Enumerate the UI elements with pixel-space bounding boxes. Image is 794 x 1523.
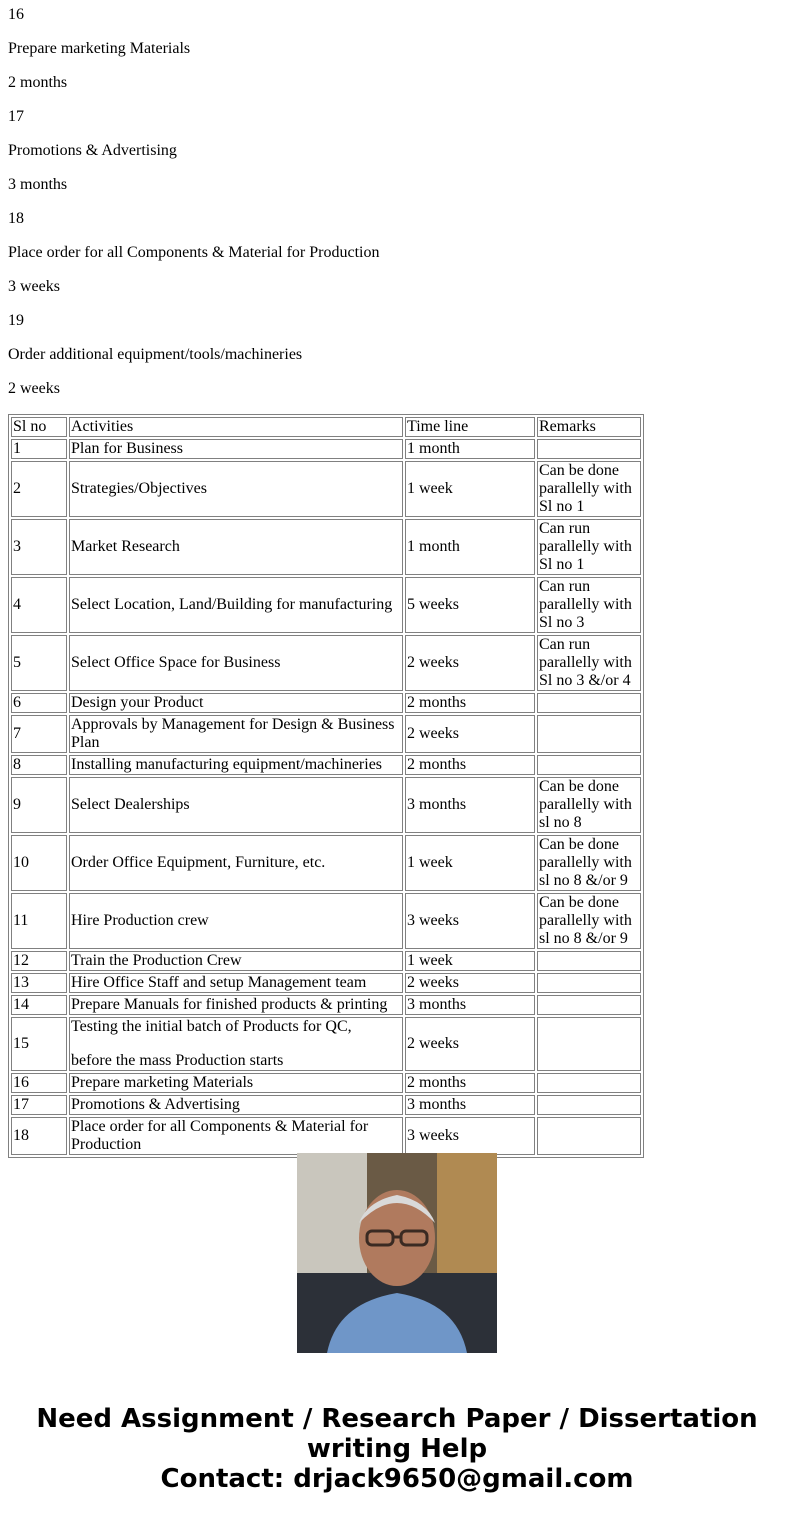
remarks-cell: Can run parallelly with Sl no 3 &/or 4: [537, 635, 641, 691]
activity-cell: Hire Production crew: [69, 893, 403, 949]
sl-no-cell: 6: [11, 693, 67, 713]
promo-text: Need Assignment / Research Paper / Dissertation writing Help: [36, 1404, 758, 1464]
time-line-cell: 1 week: [405, 951, 535, 971]
table-row: [11, 693, 641, 713]
remarks-cell: [537, 951, 641, 971]
remarks-cell: Can run parallelly with Sl no 3: [537, 577, 641, 633]
item-time: 2 months: [8, 74, 68, 91]
sl-no-cell: 2: [11, 461, 67, 517]
table-row: [11, 1095, 641, 1115]
sl-no-cell: 10: [11, 835, 67, 891]
item-activity: Prepare marketing Materials: [8, 40, 191, 57]
item-number: 16: [8, 6, 24, 23]
sl-no-cell: 12: [11, 951, 67, 971]
time-line-cell: 5 weeks: [405, 577, 535, 633]
activity-cell: Select Dealerships: [69, 777, 403, 833]
header-cell: Time line: [405, 417, 535, 437]
activity-line: Testing the initial batch of Products for QC,: [71, 1018, 352, 1035]
activity-cell: Market Research: [69, 519, 403, 575]
item-number: 18: [8, 210, 24, 227]
sl-no-cell: 17: [11, 1095, 67, 1115]
remarks-cell: [537, 693, 641, 713]
activity-cell: Select Location, Land/Building for manufacturing: [69, 577, 403, 633]
table-row: [11, 715, 641, 753]
table-row: [11, 893, 641, 949]
table-row: [11, 755, 641, 775]
table-header-row: [11, 417, 641, 437]
remarks-cell: [537, 973, 641, 993]
remarks-cell: [537, 755, 641, 775]
table-row: [11, 519, 641, 575]
table-row: [11, 973, 641, 993]
author-avatar: [297, 1153, 497, 1353]
activity-cell: Promotions & Advertising: [69, 1095, 403, 1115]
activity-cell: Installing manufacturing equipment/machineries: [69, 755, 403, 775]
remarks-cell: [537, 1117, 641, 1155]
table-row: [11, 835, 641, 891]
sl-no-cell: 1: [11, 439, 67, 459]
table-row: [11, 1017, 641, 1071]
time-line-cell: 2 months: [405, 693, 535, 713]
item-number: 17: [8, 108, 24, 125]
activity-cell: Approvals by Management for Design & Business Plan: [69, 715, 403, 753]
sl-no-cell: 14: [11, 995, 67, 1015]
table-row: [11, 995, 641, 1015]
item-activity: Place order for all Components & Material for Production: [8, 244, 380, 261]
item-activity: Order additional equipment/tools/machineries: [8, 346, 303, 363]
sl-no-cell: 7: [11, 715, 67, 753]
sl-no-cell: 3: [11, 519, 67, 575]
time-line-cell: 3 months: [405, 995, 535, 1015]
avatar-portrait: [297, 1153, 497, 1353]
activity-cell: Place order for all Components & Material for Production: [69, 1117, 403, 1155]
time-line-cell: 1 week: [405, 835, 535, 891]
activity-line: before the mass Production starts: [71, 1052, 284, 1069]
promo-footer: [0, 1404, 794, 1494]
table-row: [11, 1073, 641, 1093]
time-line-cell: 1 week: [405, 461, 535, 517]
item-time: 3 weeks: [8, 278, 60, 295]
remarks-cell: [537, 1073, 641, 1093]
contact-text: Contact: drjack9650@gmail.com: [160, 1464, 634, 1494]
time-line-cell: 2 weeks: [405, 1017, 535, 1071]
time-line-cell: 3 months: [405, 1095, 535, 1115]
sl-no-cell: 15: [11, 1017, 67, 1071]
activity-cell: Order Office Equipment, Furniture, etc.: [69, 835, 403, 891]
activity-cell: Plan for Business: [69, 439, 403, 459]
time-line-cell: 1 month: [405, 439, 535, 459]
sl-no-cell: 4: [11, 577, 67, 633]
remarks-cell: [537, 439, 641, 459]
item-number: 19: [8, 312, 24, 329]
activities-table: [8, 414, 644, 1158]
remarks-cell: [537, 1017, 641, 1071]
remarks-cell: Can be done parallelly with sl no 8: [537, 777, 641, 833]
time-line-cell: 2 weeks: [405, 635, 535, 691]
item-time: 3 months: [8, 176, 68, 193]
activity-cell: [69, 1017, 403, 1071]
activity-cell: Hire Office Staff and setup Management team: [69, 973, 403, 993]
time-line-cell: 1 month: [405, 519, 535, 575]
time-line-cell: 3 months: [405, 777, 535, 833]
table-row: [11, 577, 641, 633]
sl-no-cell: 18: [11, 1117, 67, 1155]
table-row: [11, 951, 641, 971]
remarks-cell: [537, 715, 641, 753]
sl-no-cell: 11: [11, 893, 67, 949]
item-activity: Promotions & Advertising: [8, 142, 177, 159]
time-line-cell: 3 weeks: [405, 893, 535, 949]
time-line-cell: 2 months: [405, 1073, 535, 1093]
activity-cell: Train the Production Crew: [69, 951, 403, 971]
sl-no-cell: 13: [11, 973, 67, 993]
activity-cell: Design your Product: [69, 693, 403, 713]
sl-no-cell: 5: [11, 635, 67, 691]
sl-no-cell: 9: [11, 777, 67, 833]
remarks-cell: Can be done parallelly with sl no 8 &/or 9: [537, 835, 641, 891]
activity-cell: Strategies/Objectives: [69, 461, 403, 517]
activity-cell: Select Office Space for Business: [69, 635, 403, 691]
sl-no-cell: 8: [11, 755, 67, 775]
activity-cell: Prepare marketing Materials: [69, 1073, 403, 1093]
table-row: [11, 439, 641, 459]
header-cell: Remarks: [537, 417, 641, 437]
time-line-cell: 2 weeks: [405, 973, 535, 993]
time-line-cell: 2 months: [405, 755, 535, 775]
header-cell: Activities: [69, 417, 403, 437]
time-line-cell: 3 weeks: [405, 1117, 535, 1155]
header-cell: Sl no: [11, 417, 67, 437]
remarks-cell: [537, 1095, 641, 1115]
activity-cell: Prepare Manuals for finished products & printing: [69, 995, 403, 1015]
remarks-cell: Can be done parallelly with sl no 8 &/or 9: [537, 893, 641, 949]
intro-list: [8, 6, 379, 414]
time-line-cell: 2 weeks: [405, 715, 535, 753]
table-row: [11, 635, 641, 691]
remarks-cell: [537, 995, 641, 1015]
table-row: [11, 461, 641, 517]
remarks-cell: Can run parallelly with Sl no 1: [537, 519, 641, 575]
activities-table-container: [8, 414, 644, 1153]
table-row: [11, 777, 641, 833]
remarks-cell: Can be done parallelly with Sl no 1: [537, 461, 641, 517]
item-time: 2 weeks: [8, 380, 60, 397]
sl-no-cell: 16: [11, 1073, 67, 1093]
table-row: [11, 1117, 641, 1155]
